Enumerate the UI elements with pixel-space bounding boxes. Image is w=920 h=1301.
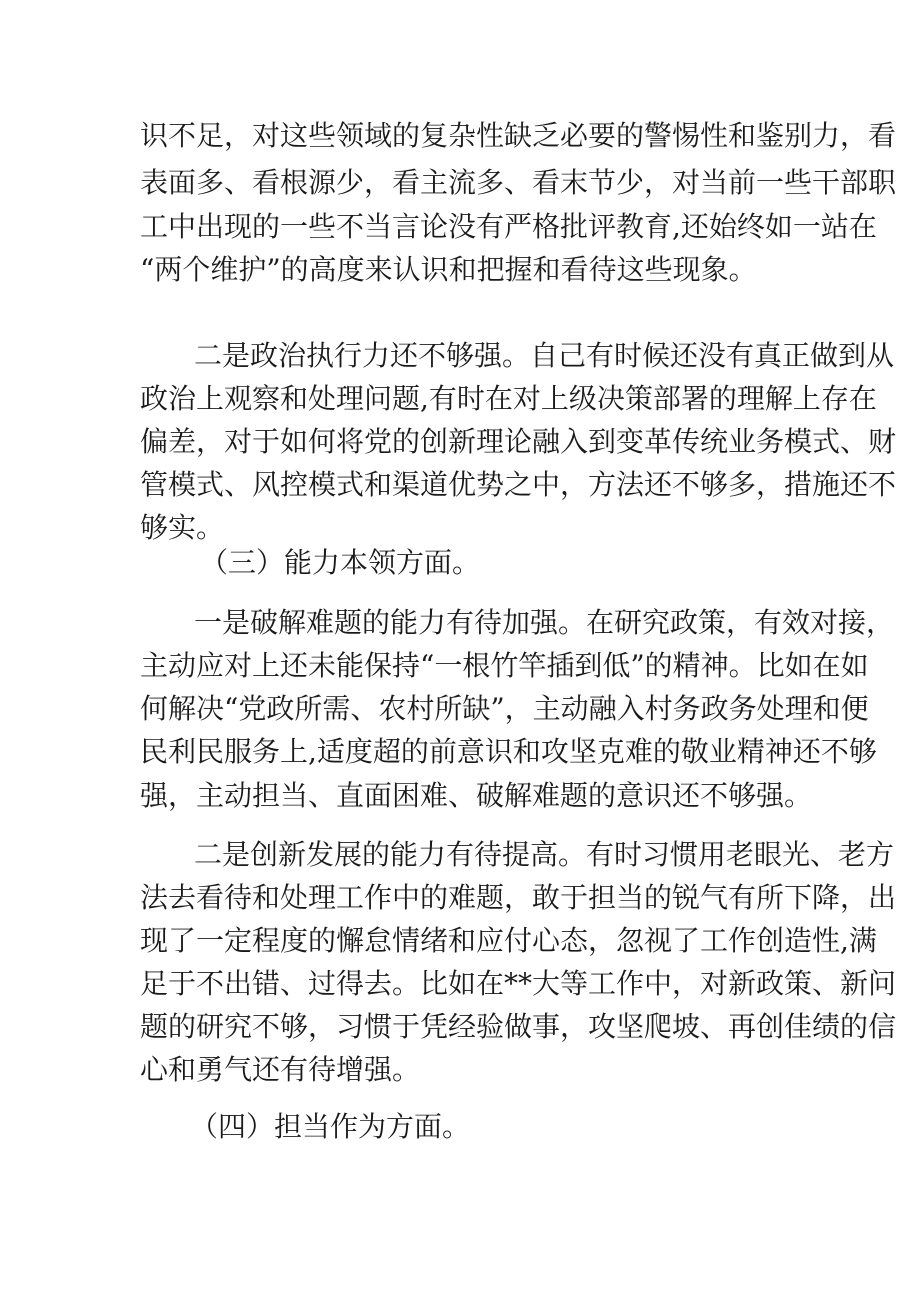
text-line: 强，主动担当、直面困难、破解难题的意识还不够强。 — [140, 779, 813, 812]
text-line: 工中出现的一些不当言论没有严格批评教育,还始终如一站在 — [140, 210, 877, 243]
text-line: 何解决“党政所需、农村所缺”，主动融入村务政务处理和便 — [140, 692, 869, 725]
text-line: 法去看待和处理工作中的难题，敢于担当的锐气有所下降，出 — [140, 881, 897, 914]
text-line: 管模式、风控模式和渠道优势之中，方法还不够多，措施还不 — [140, 468, 897, 501]
text-line: 主动应对上还未能保持“一根竹竿插到低”的精神。比如在如 — [140, 649, 869, 682]
paragraph-first-line: 一是破解难题的能力有待加强。在研究政策，有效对接， — [194, 606, 895, 639]
text-line: 政治上观察和处理问题,有时在对上级决策部署的理解上存在 — [140, 382, 877, 415]
text-line: 民利民服务上,适度超的前意识和攻坚克难的敬业精神还不够 — [140, 735, 877, 768]
paragraph-first-line: 二是创新发展的能力有待提高。有时习惯用老眼光、老方 — [194, 838, 895, 871]
text-line: 偏差，对于如何将党的创新理论融入到变革传统业务模式、财 — [140, 425, 897, 458]
text-line: “两个维护”的高度来认识和把握和看待这些现象。 — [140, 253, 757, 286]
text-line: 识不足，对这些领域的复杂性缺乏必要的警惕性和鉴别力，看 — [140, 119, 897, 152]
paragraph-first-line: 二是政治执行力还不够强。自己有时候还没有真正做到从 — [194, 339, 895, 372]
section-heading-4: （四）担当作为方面。 — [190, 1110, 471, 1143]
text-line: 心和勇气还有待增强。 — [140, 1053, 421, 1086]
text-line: 够实。 — [140, 511, 225, 544]
text-line: 足于不出错、过得去。比如在**大等工作中，对新政策、新问 — [140, 967, 897, 1000]
text-line: 现了一定程度的懈怠情绪和应付心态，忽视了工作创造性,满 — [140, 924, 877, 957]
text-line: 表面多、看根源少，看主流多、看末节少，对当前一些干部职 — [140, 166, 897, 199]
text-line: 题的研究不够，习惯于凭经验做事，攻坚爬坡、再创佳绩的信 — [140, 1010, 897, 1043]
section-heading-3: （三）能力本领方面。 — [200, 546, 481, 579]
